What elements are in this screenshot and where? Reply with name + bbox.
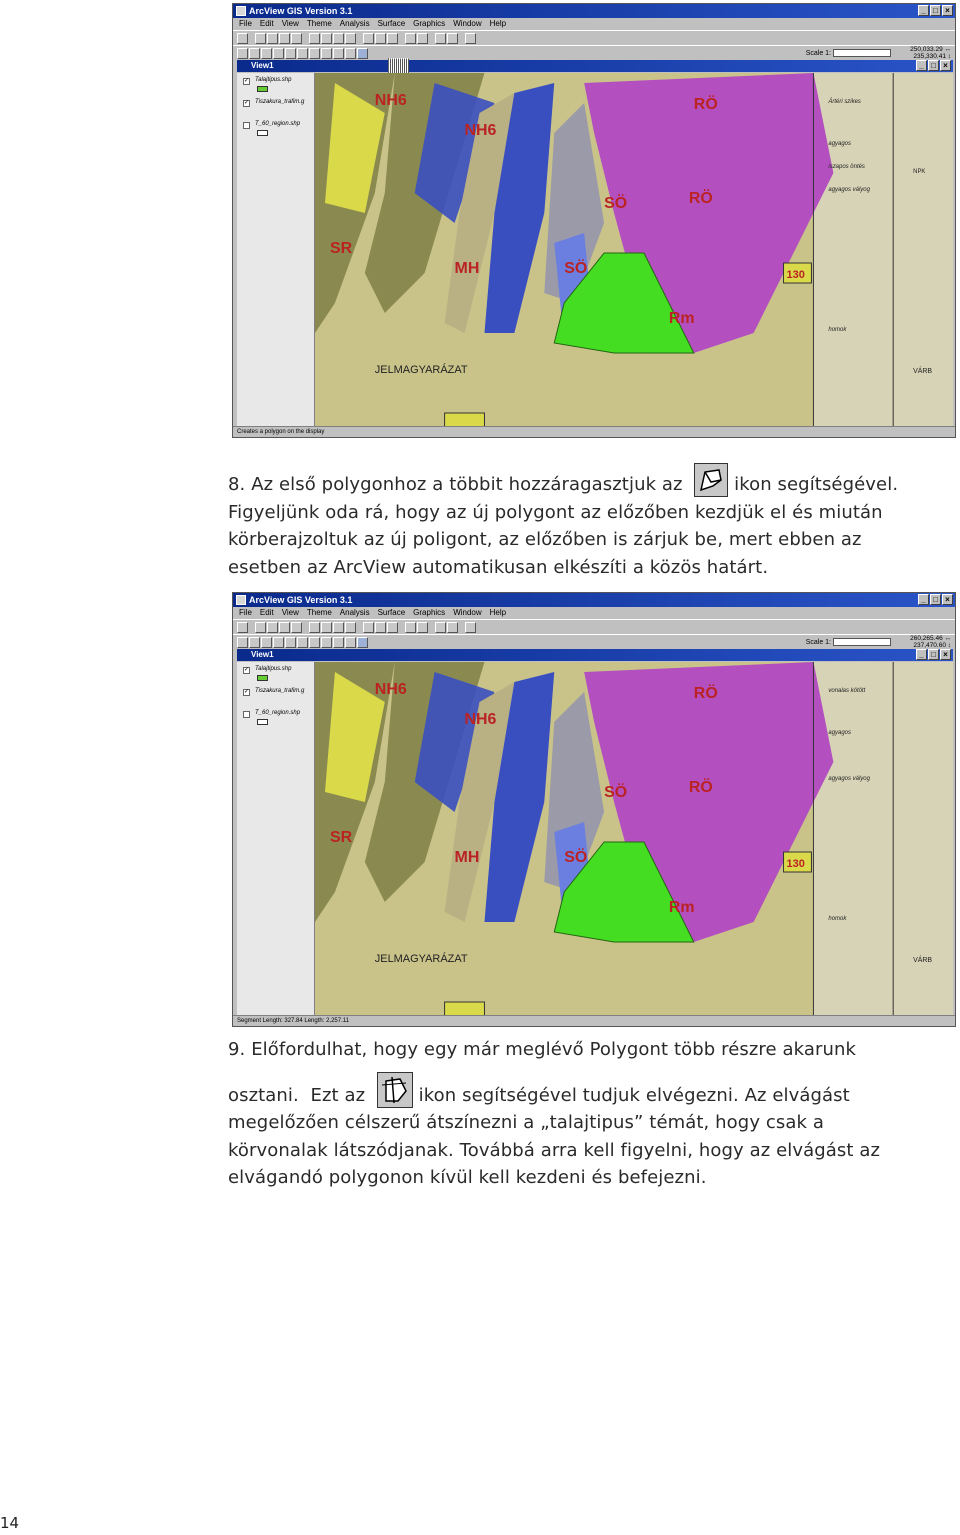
zoom-in-tool-icon[interactable] xyxy=(273,637,284,648)
menu-help[interactable]: Help xyxy=(489,608,507,617)
map-canvas[interactable] xyxy=(315,73,953,427)
view-titlebar xyxy=(237,60,953,72)
text-run: ikon segítségével tudjuk elvégezni. Az elvágást xyxy=(418,1084,850,1106)
theme-entry[interactable] xyxy=(237,73,314,95)
table-of-contents xyxy=(237,73,315,427)
map-label: MH xyxy=(454,259,480,278)
zoom-in-tool-icon[interactable] xyxy=(273,48,284,59)
coordinate-readout xyxy=(910,46,951,60)
add-theme-icon[interactable] xyxy=(255,622,266,633)
map-label: RÖ xyxy=(688,778,713,797)
add-theme-icon[interactable] xyxy=(255,33,266,44)
theme-swatch xyxy=(257,675,268,681)
legend-heading: JELMAGYARÁZAT xyxy=(374,363,468,377)
pointer-icon[interactable] xyxy=(249,637,260,648)
view-titlebar xyxy=(237,649,953,661)
x-coordinate: 250,033.29 ↔ xyxy=(910,46,951,53)
theme-name: T_60_region.shp xyxy=(255,710,301,716)
map-label: Rm xyxy=(668,898,695,917)
theme-swatch xyxy=(257,130,268,136)
menu-surface[interactable]: Surface xyxy=(377,608,406,617)
zoom-full-icon[interactable] xyxy=(333,622,344,633)
maximize-button[interactable]: □ xyxy=(930,5,941,16)
theme-entry[interactable] xyxy=(237,684,314,706)
map-note: homok xyxy=(828,326,847,334)
menu-graphics[interactable]: Graphics xyxy=(413,19,446,28)
theme-checkbox[interactable] xyxy=(243,122,250,129)
arcview-screenshot-2 xyxy=(232,592,956,1027)
theme-entry[interactable] xyxy=(237,95,314,117)
text-icon[interactable] xyxy=(345,637,356,648)
status-bar xyxy=(233,426,955,437)
map-label: RÖ xyxy=(693,684,718,703)
view-maximize-button[interactable]: □ xyxy=(928,60,939,71)
pointer-icon[interactable] xyxy=(249,48,260,59)
menu-window[interactable]: Window xyxy=(453,608,482,617)
locate-icon[interactable] xyxy=(321,622,332,633)
scale-label: Scale 1: xyxy=(805,638,831,646)
map-note: vonalas kötött xyxy=(828,687,866,695)
identify-icon[interactable] xyxy=(237,637,248,648)
save-icon[interactable] xyxy=(237,33,248,44)
coordinate-readout xyxy=(910,635,951,649)
label-icon[interactable] xyxy=(333,637,344,648)
tool-bar xyxy=(233,634,955,649)
chart-icon[interactable] xyxy=(447,622,458,633)
pan-icon[interactable] xyxy=(297,48,308,59)
view-maximize-button[interactable]: □ xyxy=(928,649,939,660)
map-display[interactable] xyxy=(315,73,953,427)
zoom-out-tool-icon[interactable] xyxy=(285,637,296,648)
view-window-controls xyxy=(916,60,951,71)
zoom-in-icon[interactable] xyxy=(375,622,386,633)
map-label: 130 xyxy=(786,857,805,871)
paragraph-8 xyxy=(228,463,898,581)
theme-name: Talajtipus.shp xyxy=(255,666,292,672)
theme-checkbox[interactable]: ✓ xyxy=(244,78,250,84)
map-note: homok xyxy=(828,915,847,923)
save-icon[interactable] xyxy=(237,622,248,633)
menu-file[interactable]: File xyxy=(239,19,252,28)
paragraph-line: elvágandó polygonon kívül kell kezdeni és befejezni. xyxy=(228,1167,707,1188)
menu-file[interactable]: File xyxy=(239,608,252,617)
draw-polygon-icon[interactable] xyxy=(357,48,368,59)
paragraph-9 xyxy=(228,1036,880,1192)
map-label: RÖ xyxy=(693,95,718,114)
paragraph-line xyxy=(228,463,898,499)
identify-icon[interactable] xyxy=(237,48,248,59)
zoom-out-tool-icon[interactable] xyxy=(285,48,296,59)
map-note: VÁRB xyxy=(913,956,933,965)
map-label: NH6 xyxy=(374,680,407,699)
menubar xyxy=(233,607,955,619)
theme-name: T_60_region.shp xyxy=(255,121,301,127)
hotlink-icon[interactable] xyxy=(321,637,332,648)
view-close-button[interactable]: × xyxy=(940,649,951,660)
chart-icon[interactable] xyxy=(447,33,458,44)
map-label: NH6 xyxy=(374,91,407,110)
button-bar xyxy=(233,619,955,634)
theme-name: Tiszakura_trafim.g xyxy=(255,99,305,105)
minimize-button[interactable]: _ xyxy=(918,594,929,605)
label-icon[interactable] xyxy=(333,48,344,59)
app-icon xyxy=(236,595,246,605)
view-window-controls xyxy=(916,649,951,660)
vertex-edit-icon[interactable] xyxy=(261,637,272,648)
paragraph-line: megelőzően célszerű átszínezni a „talajtipus” témát, hogy csak a xyxy=(228,1112,824,1133)
paragraph-line: Figyeljünk oda rá, hogy az új polygont az előzőben kezdjük el és miután xyxy=(228,501,883,523)
window-controls xyxy=(918,594,953,605)
text-run: 8. Az első polygonhoz a többit hozzáragasztjuk az xyxy=(228,474,683,495)
layout-icon[interactable] xyxy=(435,33,446,44)
paragraph-line: körberajzoltuk az új poligont, az előzőben is zárjuk be, mert ebben az xyxy=(228,529,862,550)
paragraph-line xyxy=(228,1072,880,1110)
map-note: Ártéri szikes xyxy=(828,98,861,106)
view-close-button[interactable]: × xyxy=(940,60,951,71)
menu-theme[interactable]: Theme xyxy=(306,19,332,28)
menu-window[interactable]: Window xyxy=(453,19,482,28)
layout-icon[interactable] xyxy=(435,622,446,633)
window-titlebar xyxy=(233,593,955,607)
menu-view[interactable]: View xyxy=(281,608,299,617)
select-features-icon[interactable] xyxy=(405,622,416,633)
zoom-active-icon[interactable] xyxy=(345,622,356,633)
text-run: ikon segítségével. xyxy=(734,474,899,495)
arcview-screenshot-1 xyxy=(232,3,956,438)
zoom-out-icon[interactable] xyxy=(387,622,398,633)
window-titlebar xyxy=(233,4,955,18)
menu-graphics[interactable]: Graphics xyxy=(413,608,446,617)
edit-legend-icon[interactable] xyxy=(279,33,290,44)
split-polygon-icon xyxy=(377,1072,413,1108)
draw-polygon-icon[interactable] xyxy=(357,637,368,648)
scale-box xyxy=(806,638,891,646)
map-note: agyagos xyxy=(828,140,851,148)
status-text: Creates a polygon on the display xyxy=(237,429,325,435)
map-note: agyagos vályog xyxy=(828,186,870,194)
status-bar xyxy=(233,1015,955,1026)
theme-checkbox[interactable] xyxy=(243,711,250,718)
map-canvas[interactable] xyxy=(315,662,953,1016)
append-polygon-icon xyxy=(694,463,728,497)
theme-checkbox[interactable]: ✓ xyxy=(244,100,250,106)
menu-help[interactable]: Help xyxy=(489,19,507,28)
table-of-contents xyxy=(237,662,315,1016)
map-display[interactable] xyxy=(315,662,953,1016)
map-label: Rm xyxy=(668,309,695,328)
map-note: agyagos xyxy=(828,729,851,737)
measure-icon[interactable] xyxy=(309,637,320,648)
theme-swatch xyxy=(257,719,268,725)
minimize-button[interactable]: _ xyxy=(918,5,929,16)
theme-swatch xyxy=(257,86,268,92)
theme-name: Tiszakura_trafim.g xyxy=(255,688,305,694)
clear-selection-icon[interactable] xyxy=(417,33,428,44)
page-number: 14 xyxy=(0,1514,20,1532)
hotlink-icon[interactable] xyxy=(321,48,332,59)
zoom-selected-icon[interactable] xyxy=(363,622,374,633)
query-builder-icon[interactable] xyxy=(309,33,320,44)
paragraph-line: esetben az ArcView automatikusan elkészíti a közös határt. xyxy=(228,556,769,578)
theme-properties-icon[interactable] xyxy=(267,622,278,633)
theme-entry[interactable] xyxy=(237,662,314,684)
map-label: MH xyxy=(454,848,480,867)
menu-view[interactable]: View xyxy=(281,19,299,28)
help-icon[interactable] xyxy=(465,622,476,633)
menu-analysis[interactable]: Analysis xyxy=(339,19,370,28)
menubar xyxy=(233,18,955,30)
map-note: iszapos öntés xyxy=(828,163,865,171)
map-label: SR xyxy=(329,239,353,258)
map-note: NPK xyxy=(913,168,926,176)
view-minimize-button[interactable]: _ xyxy=(916,60,927,71)
maximize-button[interactable]: □ xyxy=(930,594,941,605)
select-features-icon[interactable] xyxy=(405,33,416,44)
menu-edit[interactable]: Edit xyxy=(259,608,274,617)
measure-icon[interactable] xyxy=(309,48,320,59)
zoom-out-icon[interactable] xyxy=(387,33,398,44)
map-label: RÖ xyxy=(688,189,713,208)
menu-analysis[interactable]: Analysis xyxy=(339,608,370,617)
map-label: SÖ xyxy=(564,259,588,278)
clear-selection-icon[interactable] xyxy=(417,622,428,633)
zoom-full-icon[interactable] xyxy=(333,33,344,44)
locate-icon[interactable] xyxy=(321,33,332,44)
paragraph-line: 9. Előfordulhat, hogy egy már meglévő Polygont több részre akarunk xyxy=(228,1039,857,1060)
map-note: VÁRB xyxy=(913,367,933,376)
menu-surface[interactable]: Surface xyxy=(377,19,406,28)
scale-label: Scale 1: xyxy=(805,49,831,57)
app-icon xyxy=(236,6,246,16)
theme-checkbox[interactable]: ✓ xyxy=(244,667,250,673)
query-builder-icon[interactable] xyxy=(309,622,320,633)
y-coordinate: 235,330.41 ↕ xyxy=(913,53,951,60)
status-text: Segment Length: 327.84 Length: 2,257.11 xyxy=(237,1018,349,1024)
legend-heading: JELMAGYARÁZAT xyxy=(374,952,468,966)
map-label: NH6 xyxy=(464,121,497,140)
view-title: View1 xyxy=(251,61,274,70)
view-title: View1 xyxy=(251,650,274,659)
window-title: ArcView GIS Version 3.1 xyxy=(249,595,353,605)
y-coordinate: 237,470.60 ↕ xyxy=(913,642,951,649)
map-note: agyagos vályog xyxy=(828,775,870,783)
table-icon[interactable] xyxy=(291,33,302,44)
help-icon[interactable] xyxy=(465,33,476,44)
map-label: NH6 xyxy=(464,710,497,729)
map-label: SR xyxy=(329,828,353,847)
x-coordinate: 260,265.46 ↔ xyxy=(910,635,951,642)
theme-entry[interactable] xyxy=(237,706,314,728)
theme-name: Talajtipus.shp xyxy=(255,77,292,83)
map-label: SÖ xyxy=(604,783,628,802)
theme-properties-icon[interactable] xyxy=(267,33,278,44)
map-label: SÖ xyxy=(604,194,628,213)
tool-bar xyxy=(233,45,955,60)
theme-entry[interactable] xyxy=(237,117,314,139)
menu-theme[interactable]: Theme xyxy=(306,608,332,617)
menu-edit[interactable]: Edit xyxy=(259,19,274,28)
vertex-edit-icon[interactable] xyxy=(261,48,272,59)
scale-input[interactable] xyxy=(833,638,891,646)
table-icon[interactable] xyxy=(291,622,302,633)
map-label: 130 xyxy=(786,268,805,282)
window-title: ArcView GIS Version 3.1 xyxy=(249,6,353,16)
map-label: SÖ xyxy=(564,848,588,867)
close-button[interactable]: × xyxy=(942,5,953,16)
theme-checkbox[interactable]: ✓ xyxy=(244,689,250,695)
view-minimize-button[interactable]: _ xyxy=(916,649,927,660)
zoom-active-icon[interactable] xyxy=(345,33,356,44)
window-controls xyxy=(918,5,953,16)
zoom-selected-icon[interactable] xyxy=(363,33,374,44)
scale-box xyxy=(806,49,891,57)
paragraph-line: körvonalak látszódjanak. Továbbá arra kell figyelni, hogy az elvágást az xyxy=(228,1139,881,1161)
scale-input[interactable] xyxy=(833,49,891,57)
close-button[interactable]: × xyxy=(942,594,953,605)
pan-icon[interactable] xyxy=(297,637,308,648)
text-run: osztani. Ezt az xyxy=(228,1084,366,1106)
text-icon[interactable] xyxy=(345,48,356,59)
button-bar xyxy=(233,30,955,45)
zoom-in-icon[interactable] xyxy=(375,33,386,44)
edit-legend-icon[interactable] xyxy=(279,622,290,633)
